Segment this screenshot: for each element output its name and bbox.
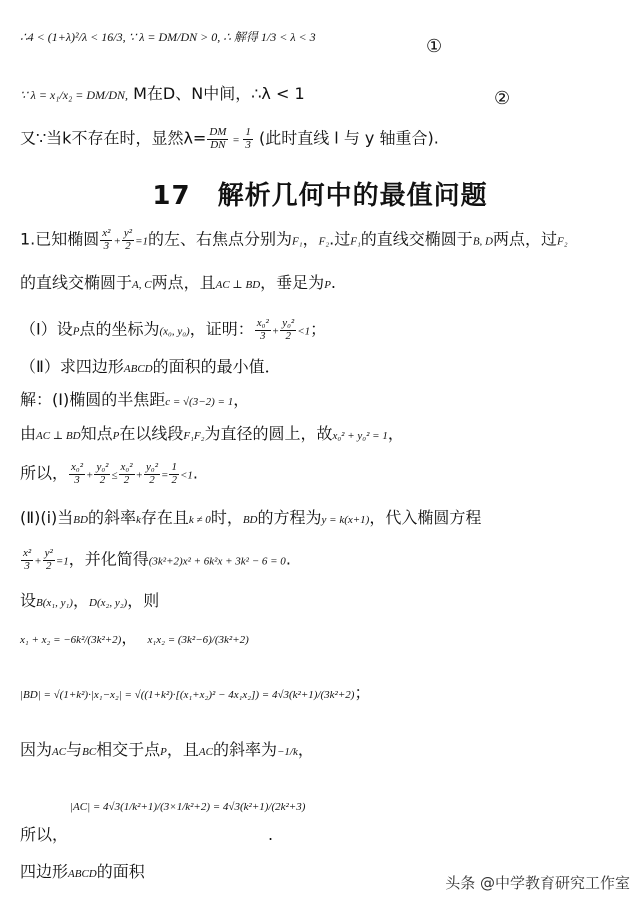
section-title: 17 解析几何中的最值问题 <box>152 181 488 211</box>
problem-line-2: 的直线交椭圆于A, C两点，且AC ⊥ BD，垂足为P. <box>20 273 337 292</box>
solution-line-6: 设B(x₁, y₁)，D(x₂, y₂)，则 <box>20 591 160 610</box>
problem-line-1: 1.已知椭圆 $\frac{\text{x²}}{3}$ + $\frac{\text{y²}}{2}$ =1的左、右焦点分别为F₁，F₂.过F₁的直线交椭圆于B, D两点，过F₂ <box>20 227 568 252</box>
solution-line-9: 因为AC与BC相交于点P，且AC的斜率为−1/k， <box>20 740 314 759</box>
solution-line-2: 由AC ⊥ BD知点P在以线段F₁F₂为直径的圆上，故x₀² + y₀² = 1， <box>20 424 404 443</box>
one-third-fraction: $\frac{1}{3}$ <box>245 126 251 151</box>
derivation-line-1 <box>20 26 632 45</box>
ellipse-x-term: $\frac{\text{x²}}{3}$ <box>102 227 111 252</box>
solution-line-1: 解：(Ⅰ)椭圆的半焦距c = √(3−2) = 1， <box>20 390 250 409</box>
solution-line-4: (Ⅱ)(ⅰ)当BD的斜率k存在且k ≠ 0时，BD的方程为y = k(x+1)，代入椭圆方程 <box>20 508 482 527</box>
derivation-line-2 <box>20 84 632 103</box>
ac-length-formula: |AC| = 4√3(1/k²+1)/(3×1/k²+2) = 4√3(k²+1)/(2k²+3) <box>70 801 306 813</box>
watermark: 头条 @中学教育研究工作室 <box>445 874 630 892</box>
lambda-less-than-one: M在D、N中间，∴λ < 1 <box>133 84 305 103</box>
solution-line-8: |BD| = √(1+k²)·|x₁−x₂| = √((1+k²)·[(x₁+x₂)² − 4x₁x₂]) = 4√3(k²+1)/(3k²+2)； <box>20 683 371 702</box>
lambda-ratio-formula: ∵ λ = x₁/x₂ = DM/DN, <box>20 88 129 102</box>
ac-length-line <box>70 795 632 814</box>
solution-line-11: 四边形ABCD的面积 <box>20 862 145 881</box>
equation-mark-1: ① <box>426 36 443 57</box>
solution-line-7: x₁ + x₂ = −6k²/(3k²+2)， x₁x₂ = (3k²−6)/(3k²+2) <box>20 628 249 647</box>
problem-part-2: （Ⅱ）求四边形ABCD的面积的最小值． <box>20 357 281 376</box>
dm-dn-fraction: $\frac{DM}{DN}$ <box>209 126 227 151</box>
bd-length-formula: |BD| = √(1+k²)·|x₁−x₂| = √((1+k²)·[(x₁+x₂)² − 4x₁x₂]) = 4√3(k²+1)/(3k²+2) <box>20 689 355 701</box>
equation-mark-2: ② <box>494 88 511 109</box>
derivation-line-3: 又∵当k不存在时，显然λ= $\frac{DM}{DN}$ = $\frac{1}{3}$ (此时直线 l 与 y 轴重合). <box>20 126 439 151</box>
solution-line-3: 所以， $\frac{\text{x₀²}}{3}$ + $\frac{\text{y₀²}}{2}$ ≤ $\frac{\text{x₀²}}{2}$ + $\frac{\text{y₀²}}{2}$ = $\frac{1}{2}$ <1. <box>20 461 198 486</box>
ellipse-y-term: $\frac{\text{y²}}{2}$ <box>123 227 133 252</box>
solution-line-10: 所以， . <box>20 825 274 844</box>
problem-part-1: （Ⅰ）设P点的坐标为(x₀, y₀)，证明： $\frac{\text{x₀²}}{3}$ + $\frac{\text{y₀²}}{2}$ <1； <box>20 317 327 342</box>
solution-line-5: $\frac{\text{x²}}{3}$ + $\frac{\text{y²}}{2}$ =1，并化简得(3k²+2)x² + 6k²x + 3k² − 6 = 0. <box>23 547 291 572</box>
lambda-range-formula: ∴4 < (1+λ)²/λ < 16/3, ∵ λ = DM/DN > 0, ∴ 解得 1/3 < λ < 3 <box>20 30 316 44</box>
